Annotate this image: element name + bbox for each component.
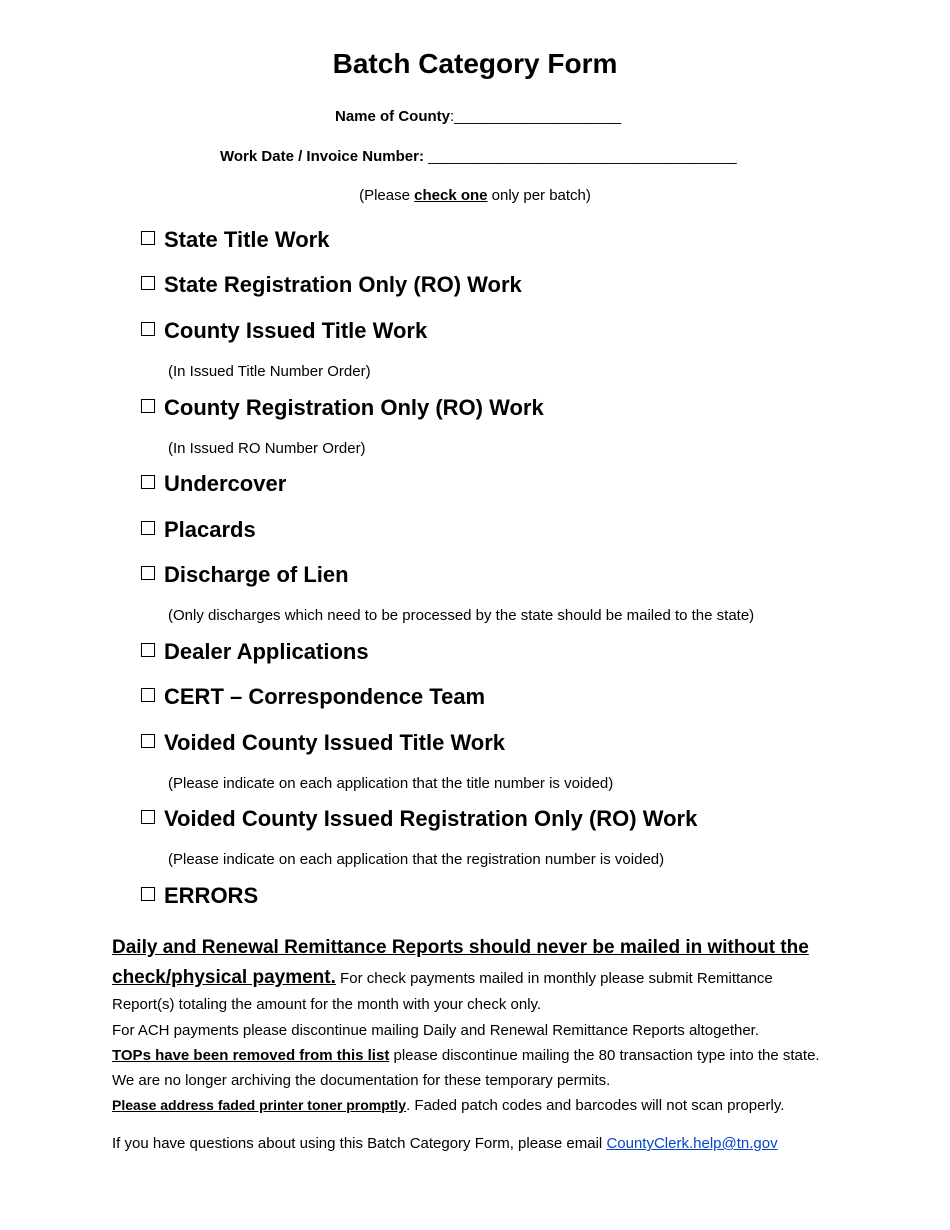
remittance-heading-cont: check/physical payment. [112,967,336,988]
ach-text: For ACH payments please discontinue mailing Daily and Renewal Remittance Reports altogether. [112,1022,759,1039]
option-county-ro-work[interactable]: County Registration Only (RO) Work [141,395,544,421]
checkbox-icon[interactable] [141,231,155,245]
instruction-note: (Please check one only per batch) [359,187,591,204]
toner-text: . Faded patch codes and barcodes will not scan properly. [406,1097,785,1114]
option-voided-ro-work[interactable]: Voided County Issued Registration Only (RO) Work [141,806,697,832]
questions-line [112,1131,872,1156]
email-link[interactable]: CountyClerk.help@tn.gov [606,1135,778,1152]
county-label: Name of County [335,108,451,125]
option-note: (In Issued Title Number Order) [168,363,371,380]
option-cert[interactable]: CERT – Correspondence Team [141,684,485,710]
toner-heading: Please address faded printer toner promptly [112,1097,407,1113]
checkbox-icon[interactable] [141,887,155,901]
option-placards[interactable]: Placards [141,517,256,543]
remittance-paragraph [112,934,832,1118]
remittance-heading: Daily and Renewal Remittance Reports should never be mailed in without the [112,937,809,958]
county-field[interactable] [335,108,621,125]
option-dealer-applications[interactable]: Dealer Applications [141,639,369,665]
option-undercover[interactable]: Undercover [141,471,286,497]
checkbox-icon[interactable] [141,521,155,535]
option-state-title-work[interactable]: State Title Work [141,227,329,253]
questions-text: If you have questions about using this Batch Category Form, please email [112,1135,607,1152]
checkbox-icon[interactable] [141,734,155,748]
tops-heading: TOPs have been removed from this list [112,1047,390,1064]
page-title: Batch Category Form [332,48,618,79]
work-date-field[interactable] [220,148,737,165]
remittance-text: For check payments mailed in monthly please submit Remittance Report(s) totaling the amount for the month with your check only. [112,970,773,1013]
checkbox-icon[interactable] [141,810,155,824]
option-errors[interactable]: ERRORS [141,883,258,909]
checkbox-icon[interactable] [141,399,155,413]
option-note: (Only discharges which need to be processed by the state should be mailed to the state) [168,607,755,624]
work-date-label: Work Date / Invoice Number: [220,148,424,165]
checkbox-icon[interactable] [141,322,155,336]
option-discharge-of-lien[interactable]: Discharge of Lien [141,562,349,588]
checkbox-icon[interactable] [141,643,155,657]
checkbox-icon[interactable] [141,276,155,290]
toner-paragraph [112,1093,832,1118]
county-blank[interactable]: :____________________ [450,108,622,125]
work-date-blank[interactable]: _____________________________________ [423,148,737,165]
option-voided-title-work[interactable]: Voided County Issued Title Work [141,730,505,756]
option-note: (Please indicate on each application that the title number is voided) [168,775,614,792]
option-state-ro-work[interactable]: State Registration Only (RO) Work [141,272,522,298]
checkbox-icon[interactable] [141,475,155,489]
tops-paragraph [112,1043,832,1093]
checkbox-icon[interactable] [141,688,155,702]
option-note: (Please indicate on each application that the registration number is voided) [168,851,665,868]
option-county-title-work[interactable]: County Issued Title Work [141,318,427,344]
instruction-emphasis: check one [414,187,488,204]
option-note: (In Issued RO Number Order) [168,440,366,457]
tops-text: please discontinue mailing the 80 transaction type into the state. We are no longer archiving the documentation for these temporary permits. [112,1047,820,1089]
checkbox-icon[interactable] [141,566,155,580]
